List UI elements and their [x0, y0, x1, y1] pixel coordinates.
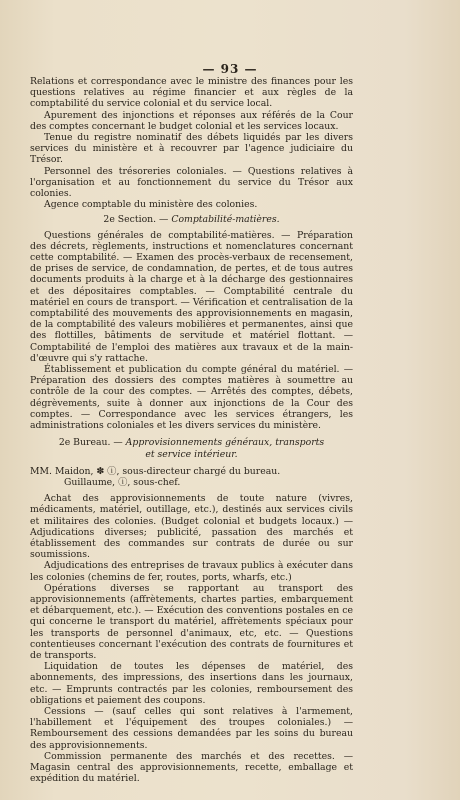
paragraph: Opérations diverses se rapportant au transport des approvisionnements (affrètements, chartes parties, embarquement et débarquement, etc.). — Exécution des conventions postales en ce qui concerne le transport du matériel, affrètements spéciaux pour les transports de personnel d'animaux, etc, etc. — Questions contentieuses concernant l'exécution des contrats de fournitures et de transports. [30, 582, 353, 661]
section-title: Comptabilité-matières. [171, 214, 280, 226]
bureau-title-line1: Approvisionnements généraux, transports [125, 437, 325, 449]
paragraph: Cessions — (sauf celles qui sont relatives à l'armement, l'habillement et l'équipement des troupes coloniales.) — Remboursement des cessions demandées par les soins du bureau des approvisionnements. [30, 705, 353, 751]
paragraph: Établissement et publication du compte général du matériel. — Préparation des dossiers des comptes matières à soumettre au contrôle de la cour des comptes. — Arrêtés des comptes, débets, dégrèvements, suite à donner aux injonctions de la Cour des comptes. — Correspondance avec les services étrangers, les administrations coloniales et les divers services du ministère. [30, 364, 353, 432]
paragraph: Agence comptable du ministère des colonies. [44, 199, 258, 211]
page-body [30, 76, 353, 784]
bureau-prefix: 2e Bureau. — [58, 437, 126, 449]
staff-list [30, 466, 353, 488]
bureau-heading [30, 437, 353, 459]
paragraph: Tenue du registre nominatif des débets liquidés par les divers services du ministère et à recouvrer par l'agence judiciaire du Trésor. [30, 132, 353, 166]
paragraph: Commission permanente des marchés et des recettes. — Magasin central des approvisionnements, recette, emballage et expédition du matériel. [30, 750, 353, 785]
bureau-title-line2: et service intérieur. [145, 448, 238, 460]
section-heading [30, 214, 353, 225]
paragraph: Personnel des trésoreries coloniales. — Questions relatives à l'organisation et au fonctionnement du service du Trésor aux colonies. [30, 165, 353, 200]
paragraph: Liquidation de toutes les dépenses de matériel, des abonnements, des impressions, des insertions dans les journaux, etc. — Emprunts contractés par les colonies, remboursement des obligations et paiement des coupons. [30, 661, 353, 706]
paragraph: Relations et correspondance avec le ministre des finances pour les questions relatives au régime financier et aux règles de la comptabilité du service colonial et du service local. [30, 76, 353, 110]
page-number: — 93 — [202, 62, 258, 76]
paragraph: Adjudications des entreprises de travaux publics à exécuter dans les colonies (chemins de fer, routes, ports, wharfs, etc.) [30, 560, 353, 583]
section-prefix: 2e Section. — [103, 214, 172, 226]
staff-line: MM. Maidon, ✽ ⓘ, sous-directeur chargé du bureau. [30, 465, 281, 477]
paragraph: Achat des approvisionnements de toute nature (vivres, médicaments, matériel, outillage, etc.), destinés aux services civils et militaires des colonies. (Budget colonial et budgets locaux.) — Adjudications diverses; publicité, passation des marchés et établissement des commandes sur contrats de durée ou sur soumissions. [30, 493, 353, 561]
paragraph: Apurement des injonctions et réponses aux référés de la Cour des comptes concernant le budget colonial et les services locaux. [30, 109, 353, 132]
staff-line: Guillaume, ⓘ, sous-chef. [64, 476, 181, 488]
paragraph: Questions générales de comptabilité-matières. — Préparation des décrets, règlements, instructions et nomenclatures concernant cette comptabilité. — Examen des procès-verbaux de recensement, de prises de service, de condamnation, de pertes, et de tous autres documents produits à la charge et à la décharge des gestionnaires et des dépositaires comptables. — Comptabilité centrale du matériel en cours de transport. — Vérification et centralisation de la comptabilité des mouvements des approvisionnements en magasin, de la comptabilité des valeurs mobilières et permanentes, ainsi que des flottilles, bâtiments de servitude et matériel flottant. — Comptabilité de l'emploi des matières aux travaux et de la main-d'œuvre qui s'y rattache. [30, 229, 353, 364]
